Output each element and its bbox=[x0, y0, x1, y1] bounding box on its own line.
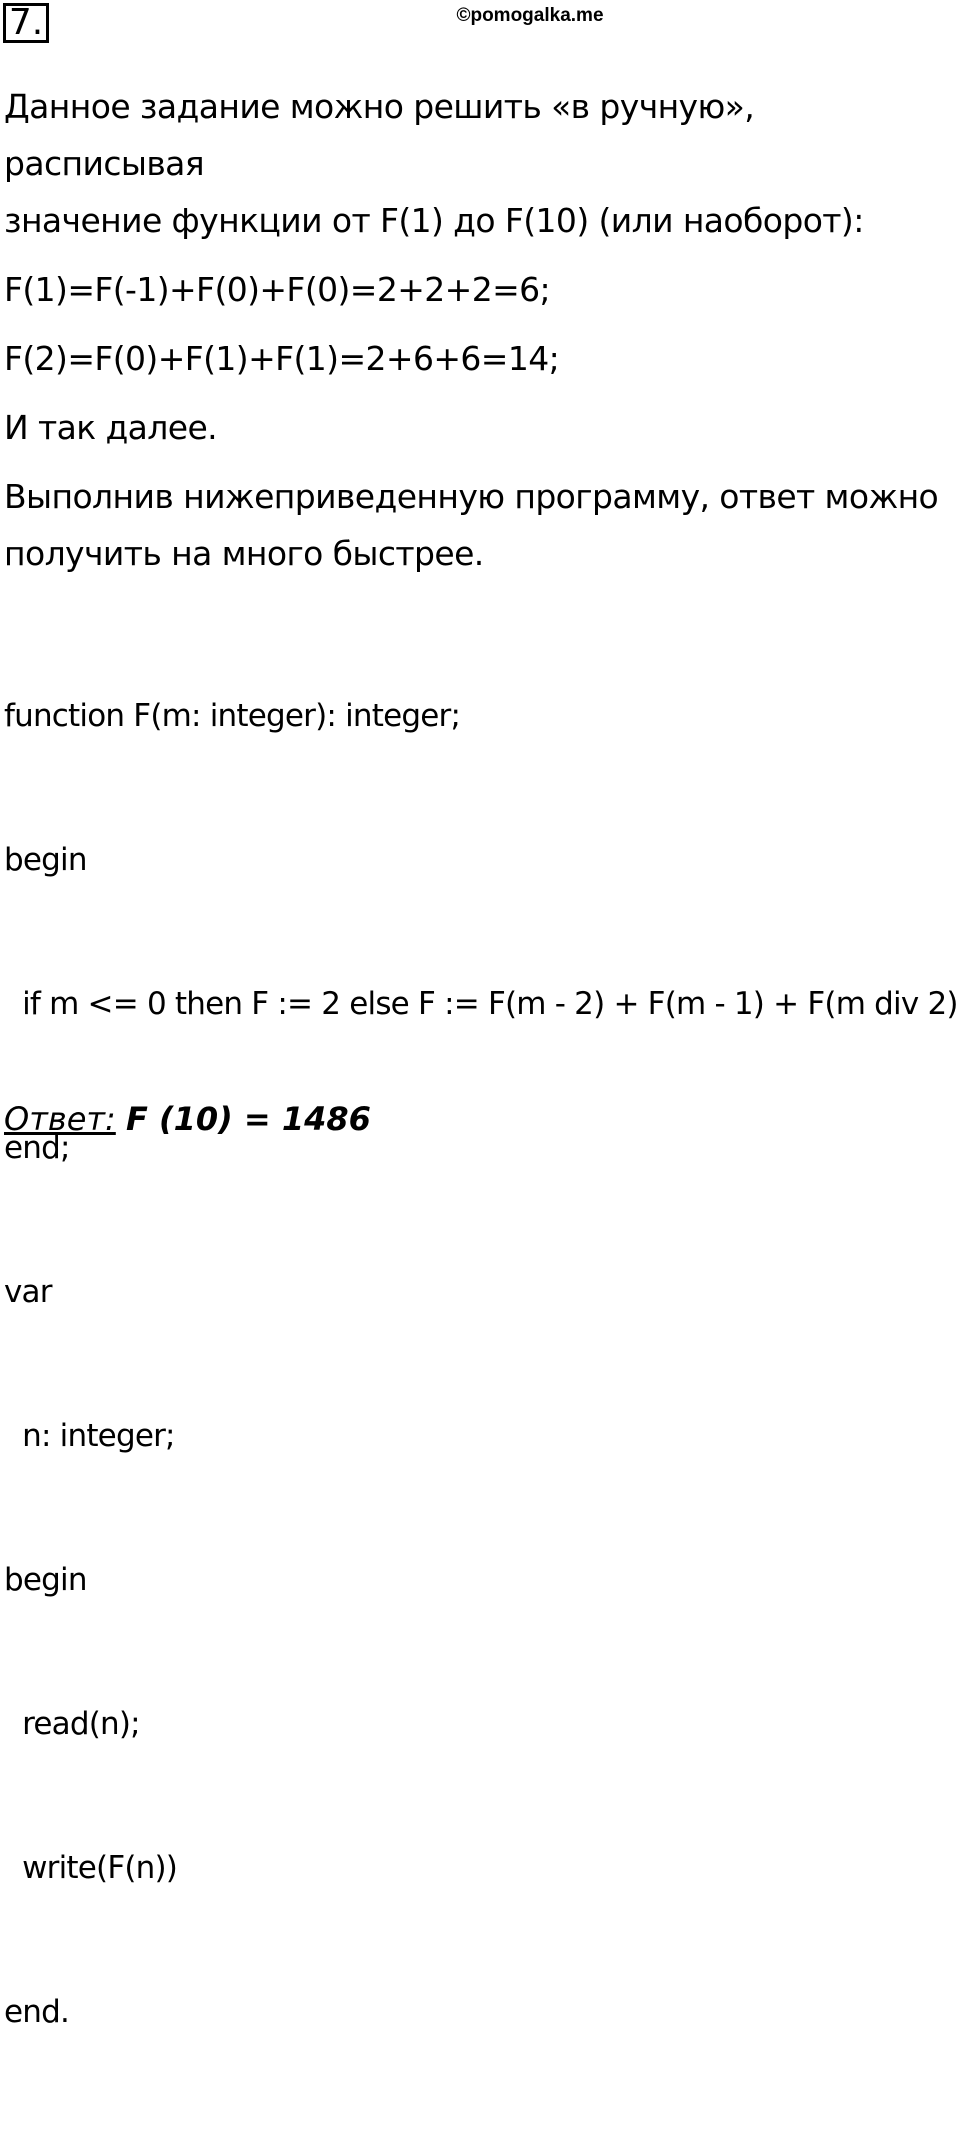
watermark: ©pomogalka.me bbox=[456, 5, 604, 26]
calc-line-2: F(2)=F(0)+F(1)+F(1)=2+6+6=14; bbox=[4, 339, 560, 378]
code-line: begin bbox=[4, 1562, 87, 1598]
task-number: 7. bbox=[3, 3, 49, 43]
program-intro-line-2: получить на много быстрее. bbox=[4, 534, 484, 573]
code-line: read(n); bbox=[4, 1706, 140, 1742]
code-line: write(F(n)) bbox=[4, 1850, 178, 1886]
code-line: end. bbox=[4, 1994, 70, 2030]
etc-line: И так далее. bbox=[4, 408, 218, 447]
code-line: var bbox=[4, 1274, 52, 1310]
code-line: function F(m: integer): integer; bbox=[4, 698, 461, 734]
code-block bbox=[4, 596, 960, 2132]
code-line: end; bbox=[4, 1130, 70, 1166]
answer bbox=[4, 1100, 371, 1138]
intro-line-2: значение функции от F(1) до F(10) (или наоборот): bbox=[4, 201, 864, 240]
answer-label: Ответ: bbox=[4, 1100, 116, 1138]
code-line: n: integer; bbox=[4, 1418, 175, 1454]
code-line: begin bbox=[4, 842, 87, 878]
calc-line-1: F(1)=F(-1)+F(0)+F(0)=2+2+2=6; bbox=[4, 270, 551, 309]
program-intro-line-1: Выполнив нижеприведенную программу, ответ можно bbox=[4, 477, 939, 516]
code-line: if m <= 0 then F := 2 else F := F(m - 2) + F(m - 1) + F(m div 2) bbox=[4, 986, 958, 1022]
answer-value: F (10) = 1486 bbox=[125, 1100, 371, 1138]
intro-line-1: Данное задание можно решить «в ручную», расписывая bbox=[4, 87, 755, 183]
